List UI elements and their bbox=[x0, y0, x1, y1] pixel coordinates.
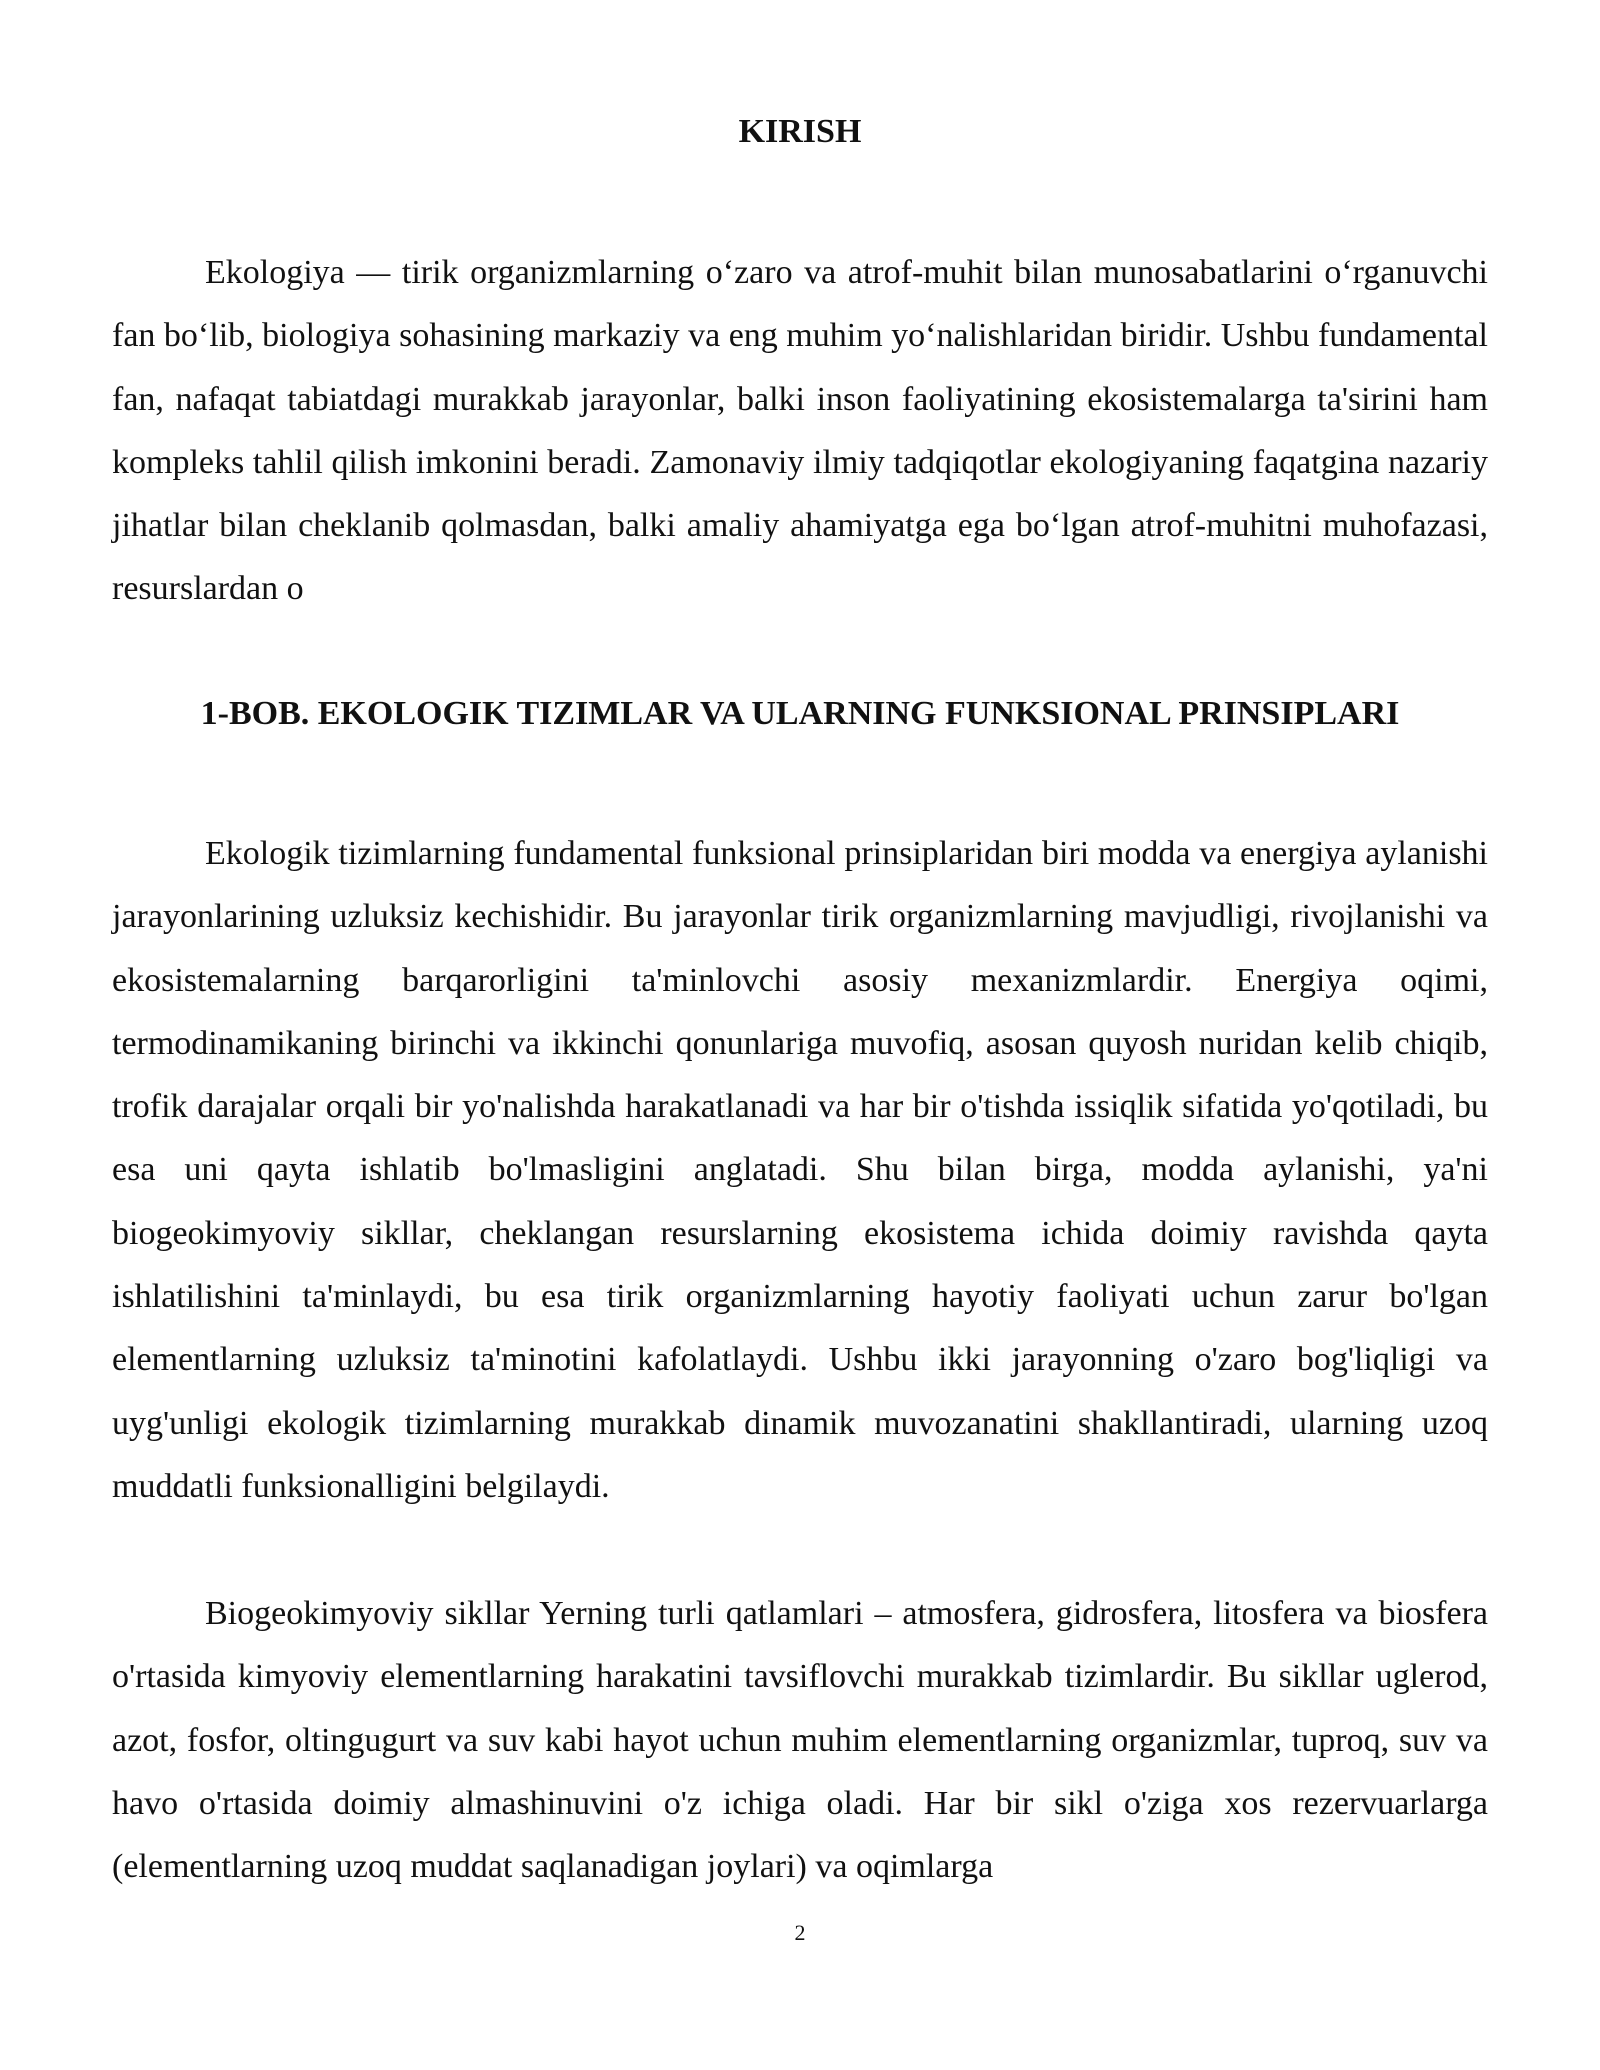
intro-heading: KIRISH bbox=[738, 113, 862, 150]
intro-paragraph: Ekologiya — tirik organizmlarning o‘zaro va atrof-muhit bilan munosabatlarini o‘rganuvchi fan bo‘lib, biologiya sohasining markaziy va eng muhim yo‘nalishlaridan biridir. Ushbu fundamental fan, nafaqat tabiatdagi murakkab jarayonlar, balki inson faoliyatining ekosistemalarga ta'sirini ham kompleks tahlil qilish imkonini beradi. Zamonaviy ilmiy tadqiqotlar ekologiyaning faqatgina nazariy jihatlar bilan cheklanib qolmasdan, balki amaliy ahamiyatga ega bo‘lgan atrof-muhitni muhofazasi, resurslardan o bbox=[112, 254, 1488, 608]
document-page bbox=[112, 0, 1488, 2070]
page-number: 2 bbox=[794, 1920, 806, 1945]
chapter-heading: 1-BOB. EKOLOGIK TIZIMLAR VA ULARNING FUNKSIONAL PRINSIPLARI bbox=[200, 695, 1400, 732]
chapter-paragraph: Ekologik tizimlarning fundamental funksional prinsiplaridan biri modda va energiya aylanishi jarayonlarining uzluksiz kechishidir. Bu jarayonlar tirik organizmlarning mavjudligi, rivojlanishi va ekosistemalarning barqarorligini ta'minlovchi asosiy mexanizmlardir. Energiya oqimi, termodinamikaning birinchi va ikkinchi qonunlariga muvofiq, asosan quyosh nuridan kelib chiqib, trofik darajalar orqali bir yo'nalishda harakatlanadi va har bir o'tishda issiqlik sifatida yo'qotiladi, bu esa uni qayta ishlatib bo'lmasligini anglatadi. Shu bilan birga, modda aylanishi, ya'ni biogeokimyoviy sikllar, cheklangan resurslarning ekosistema ichida doimiy ravishda qayta ishlatilishini ta'minlaydi, bu esa tirik organizmlarning hayotiy faoliyati uchun zarur bo'lgan elementlarning uzluksiz ta'minotini kafolatlaydi. Ushbu ikki jarayonning o'zaro bog'liqligi va uyg'unligi ekologik tizimlarning murakkab dinamik muvozanatini shakllantiradi, ularning uzoq muddatli funksionalligini belgilaydi. bbox=[112, 835, 1488, 1505]
chapter-paragraph: Biogeokimyoviy sikllar Yerning turli qatlamlari – atmosfera, gidrosfera, litosfera va biosfera o'rtasida kimyoviy elementlarning harakatini tavsiflovchi murakkab tizimlardir. Bu sikllar uglerod, azot, fosfor, oltingugurt va suv kabi hayot uchun muhim elementlarning organizmlar, tuproq, suv va havo o'rtasida doimiy almashinuvini o'z ichiga oladi. Har bir sikl o'ziga xos rezervuarlarga (elementlarning uzoq muddat saqlanadigan joylari) va oqimlarga bbox=[112, 1595, 1488, 1886]
